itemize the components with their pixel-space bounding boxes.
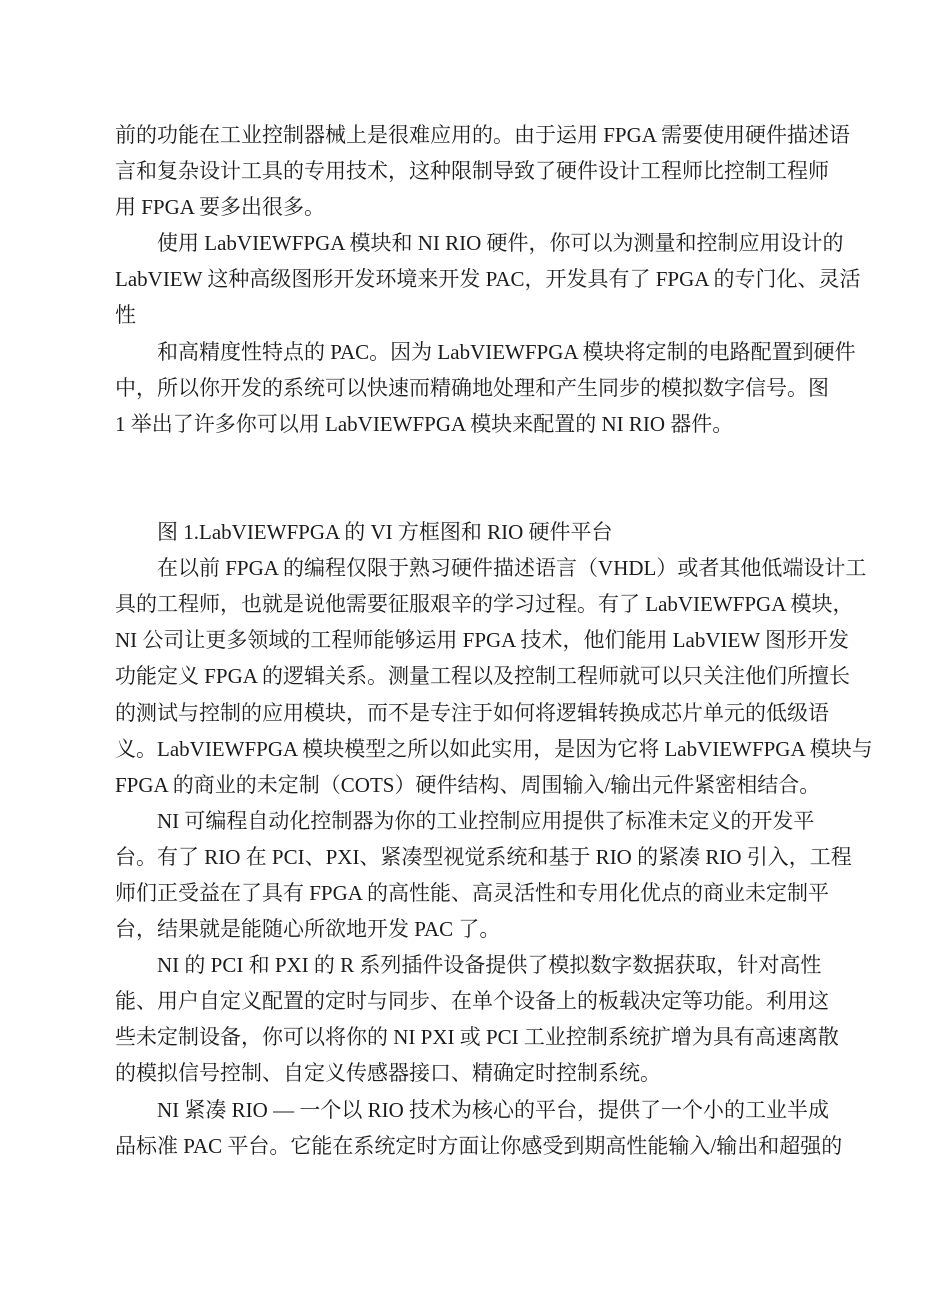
text-line: NI 紧凑 RIO — 一个以 RIO 技术为核心的平台，提供了一个小的工业半成 (157, 1097, 829, 1122)
text-line: 用 FPGA 要多出很多。 (115, 195, 326, 220)
text-line: LabVIEW 这种高级图形开发环境来开发 PAC，开发具有了 FPGA 的专门化、灵活 (115, 267, 861, 292)
text-line: 台。有了 RIO 在 PCI、PXI、紧凑型视觉系统和基于 RIO 的紧凑 RIO 引入，工程 (115, 844, 852, 869)
text-line: NI 可编程自动化控制器为你的工业控制应用提供了标准未定义的开发平 (157, 808, 815, 833)
text-line: 的模拟信号控制、自定义传感器接口、精确定时控制系统。 (115, 1061, 661, 1086)
text-line: 和高精度性特点的 PAC。因为 LabVIEWFPGA 模块将定制的电路配置到硬件 (157, 339, 856, 364)
text-line: 的测试与控制的应用模块，而不是专注于如何将逻辑转换成芯片单元的低级语 (115, 700, 829, 725)
text-line: 使用 LabVIEWFPGA 模块和 NI RIO 硬件，你可以为测量和控制应用设计的 (157, 231, 844, 256)
text-line: 前的功能在工业控制器械上是很难应用的。由于运用 FPGA 需要使用硬件描述语 (115, 123, 851, 147)
text-line: 品标准 PAC 平台。它能在系统定时方面让你感受到期高性能输入/输出和超强的 (115, 1133, 843, 1158)
text-line: 师们正受益在了具有 FPGA 的高性能、高灵活性和专用化优点的商业未定制平 (115, 880, 830, 905)
text-line: 义。LabVIEWFPGA 模块模型之所以如此实用，是因为它将 LabVIEWFPGA 模块与 (115, 736, 873, 761)
text-line: 1 举出了许多你可以用 LabVIEWFPGA 模块来配置的 NI RIO 器件。 (115, 411, 734, 436)
text-line: 在以前 FPGA 的编程仅限于熟习硬件描述语言（VHDL）或者其他低端设计工 (157, 556, 867, 581)
text-line: 些未定制设备，你可以将你的 NI PXI 或 PCI 工业控制系统扩增为具有高速离散 (115, 1025, 839, 1050)
figure-gap (115, 442, 815, 514)
text-line: NI 的 PCI 和 PXI 的 R 系列插件设备提供了模拟数字数据获取，针对高性 (157, 953, 822, 978)
text-line: 中，所以你开发的系统可以快速而精确地处理和产生同步的模拟数字信号。图 (115, 375, 829, 400)
text-line: 言和复杂设计工具的专用技术，这种限制导致了硬件设计工程师比控制工程师 (115, 159, 829, 184)
text-line: FPGA 的商业的未定制（COTS）硬件结构、周围输入/输出元件紧密相结合。 (115, 772, 821, 797)
text-line: 图 1.LabVIEWFPGA 的 VI 方框图和 RIO 硬件平台 (157, 520, 613, 545)
text-line: NI 公司让更多领域的工程师能够运用 FPGA 技术，他们能用 LabVIEW 图形开发 (115, 628, 850, 653)
text-line: 功能定义 FPGA 的逻辑关系。测量工程以及控制工程师就可以只关注他们所擅长 (115, 664, 851, 689)
text-line: 台，结果就是能随心所欲地开发 PAC 了。 (115, 917, 501, 942)
text-line: 能、用户自定义配置的定时与同步、在单个设备上的板载决定等功能。利用这 (115, 989, 829, 1014)
text-line: 具的工程师，也就是说他需要征服艰辛的学习过程。有了 LabVIEWFPGA 模块， (115, 592, 854, 617)
text-line: 性 (115, 303, 136, 328)
document-text-block (115, 117, 873, 1164)
